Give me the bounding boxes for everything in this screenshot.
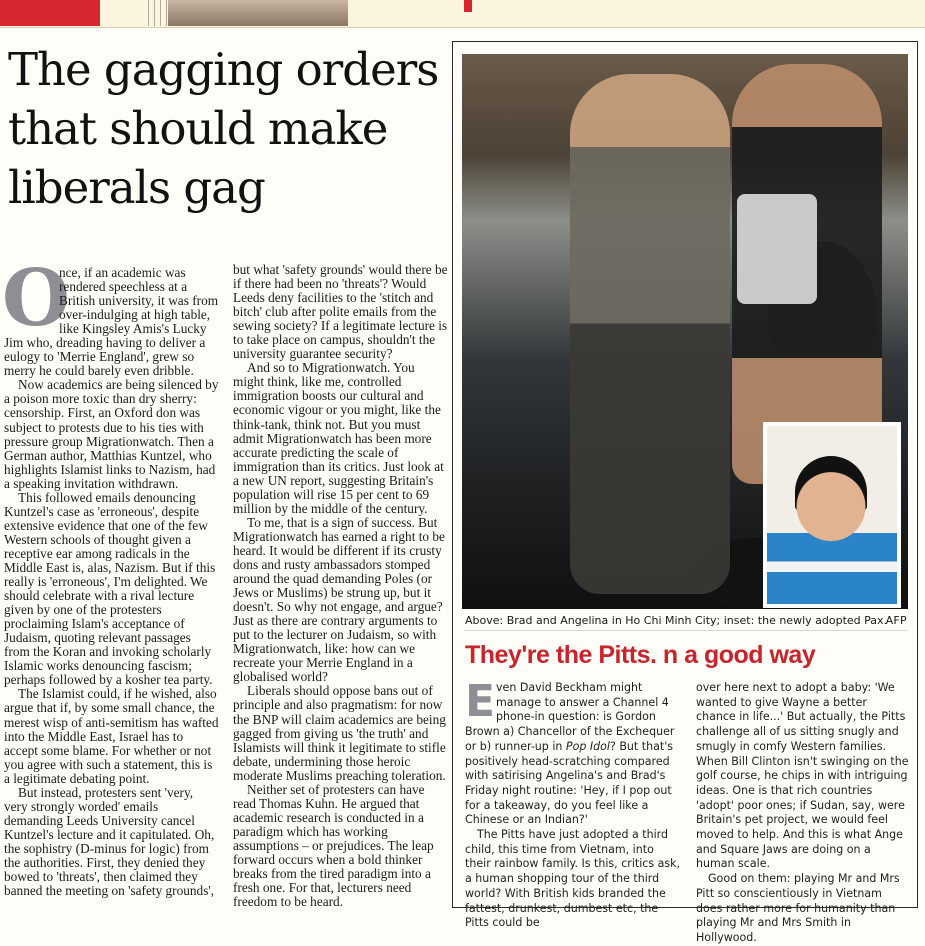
cropped-red-letter [464, 0, 472, 12]
article-paragraph: To me, that is a sign of success. But Migrationwatch has earned a right to be heard. It would be different if its crusty dons and rusty ambassadors stomped around the quad demanding Poles (or Jews or Muslims) be strung up, but it doesn't. So why not engage, and argue? Just as there are contrary arguments to put to the lecturer on Judaism, so with Migrationwatch, like: how can we recreate your Merrie England in a globalised world? [233, 514, 445, 685]
photo-caption [465, 612, 907, 631]
sidebar-paragraph: Good on them: playing Mr and Mrs Pitt so conscientiously in Vietnam does rather more for humanity than playing Mr and Mrs Smith in Hollywood. [696, 872, 900, 944]
sidebar-paragraph: over here next to adopt a baby: 'We wanted to give Wayne a better chance in life...' But actually, the Pitts challenge all of us sitting snugly and smugly in comfy Western families. When Bill Clinton isn't swinging on the golf course, he chips in with intriguing ideas. One is that rich countries 'adopt' poor ones; if Sudan, say, were Britain's pet project, we would feel moved to help. And this is what Ange and Square Jaws are doing on a human scale. [696, 681, 909, 871]
article-paragraph: But instead, protesters sent 'very, very strongly worded' emails demanding Leeds University cancel Kuntzel's lecture and it capitulated. Oh, the sophistry (D-minus for logic) from the authorities. First, they denied they bowed to 'threats', then claimed they banned the meeting on 'safety grounds', [4, 784, 215, 899]
article-column-middle [233, 263, 449, 908]
columnist-photo-cropped [168, 0, 348, 26]
article-paragraph: Now academics are being silenced by a poison more toxic than dry sherry: censorship. First, an Oxford don was subject to protests due to his ties with pressure group Migrationwatch. Then a German author, Matthias Kuntzel, who highlights Islamist links to Nazism, had a speaking invitation withdrawn. [4, 377, 219, 491]
caption-text: Above: Brad and Angelina in Ho Chi Minh City; inset: the newly adopted Pax. [465, 614, 888, 627]
article-paragraph: Neither set of protesters can have read Thomas Kuhn. He argued that academic research is conducted in a paradigm which has working assumptions – or prejudices. The leap forward occurs when a bold thinker breaks from the tired paradigm into a fresh one. For that, lecturers need freedom to be heard. [233, 781, 434, 910]
italic-title: Pop Idol [565, 739, 610, 753]
photo-shopping-bag [737, 194, 817, 304]
article-paragraph: The Islamist could, if he wished, also argue that if, by some small chance, the merest wisp of anti-semitism has wafted into the Middle East, Israel has to accept some blame. For whether or not you agree with such a statement, this is a legitimate debating point. [4, 686, 219, 786]
sidebar-headline: They're the Pitts. n a good way [465, 641, 816, 669]
drop-cap: O [2, 253, 70, 344]
article-paragraph: but what 'safety grounds' would there be if there had been no 'threats'? Would Leeds deny facilities to the 'stitch and bitch' club after polite emails from the sewing society? If a legitimate lecture is to take place on campus, shouldn't the university guarantee security? [233, 262, 448, 362]
photo-figure-man [570, 74, 730, 594]
article-headline: The gagging orders that should make liberals gag [8, 43, 439, 214]
article-paragraph: This followed emails denouncing Kuntzel's case as 'erroneous', despite extensive evidence that one of the few Western schools of thought given a receptive ear among radicals in the Middle East is, alas, Nazism. But if this really is 'erroneous', I'm delighted. We should celebrate with a rival lecture given by one of the protesters proclaiming Islam's acceptance of Judaism, quoting relevant passages from the Koran and invoking scholarly Islamic works denouncing fascism; perhaps followed by a kosher tea party. [4, 489, 216, 688]
sidebar-column-right [696, 681, 910, 944]
drop-cap: E [465, 676, 496, 727]
article-paragraph: And so to Migrationwatch. You might think, like me, controlled immigration boosts our cultural and economic vigour or you might, like the think-tank, think not. But you must admit Migrationwatch has been more accurate predicting the scale of immigration than its critics. Just look at a new UN report, suggesting Britain's population will rise 15 per cent to 69 million by the middle of the century. [233, 360, 444, 516]
article-paragraph: Liberals should oppose bans out of principle and also pragmatism: for now the BNP will claim academics are being gagged from giving us 'the truth' and Islamists will think it legitimate to stifle debate, undermining those heroic moderate Muslims preaching toleration. [233, 683, 446, 783]
article-paragraph: O nce, if an academic was rendered speechless at a British university, it was from over-indulging at high table, like Kingsley Amis's Lucky Jim who, dreading having to deliver a eulogy to 'Merrie England', grew so merry he could barely even dribble. [2, 253, 219, 379]
main-photo-brad-angelina [462, 54, 908, 609]
article-column-left [2, 253, 220, 906]
inset-child-face [795, 456, 867, 548]
masthead-strip [0, 0, 925, 28]
inset-photo-child [763, 422, 901, 608]
sidebar-column-left [465, 676, 681, 930]
section-color-block [0, 0, 100, 26]
sidebar-paragraph: Even David Beckham might manage to answer a Channel 4 phone-in question: is Gordon Brown a) Chancellor of the Exchequer or b) runner-up in Pop Idol? But that's positively head-scratching compared with satirising Angelina's and Brad's Friday night routine: 'Hey, if I pop out for a takeaway, do you feel like a Chinese or an Indian?' [465, 676, 675, 827]
photo-credit: AFP [885, 614, 907, 627]
sidebar-paragraph: The Pitts have just adopted a third child, this time from Vietnam, into their rainbow family. Is this, critics ask, a human shopping tour of the third world? With British kids branded the fattest, drunkest, dumbest etc, the Pitts could be [465, 828, 681, 930]
